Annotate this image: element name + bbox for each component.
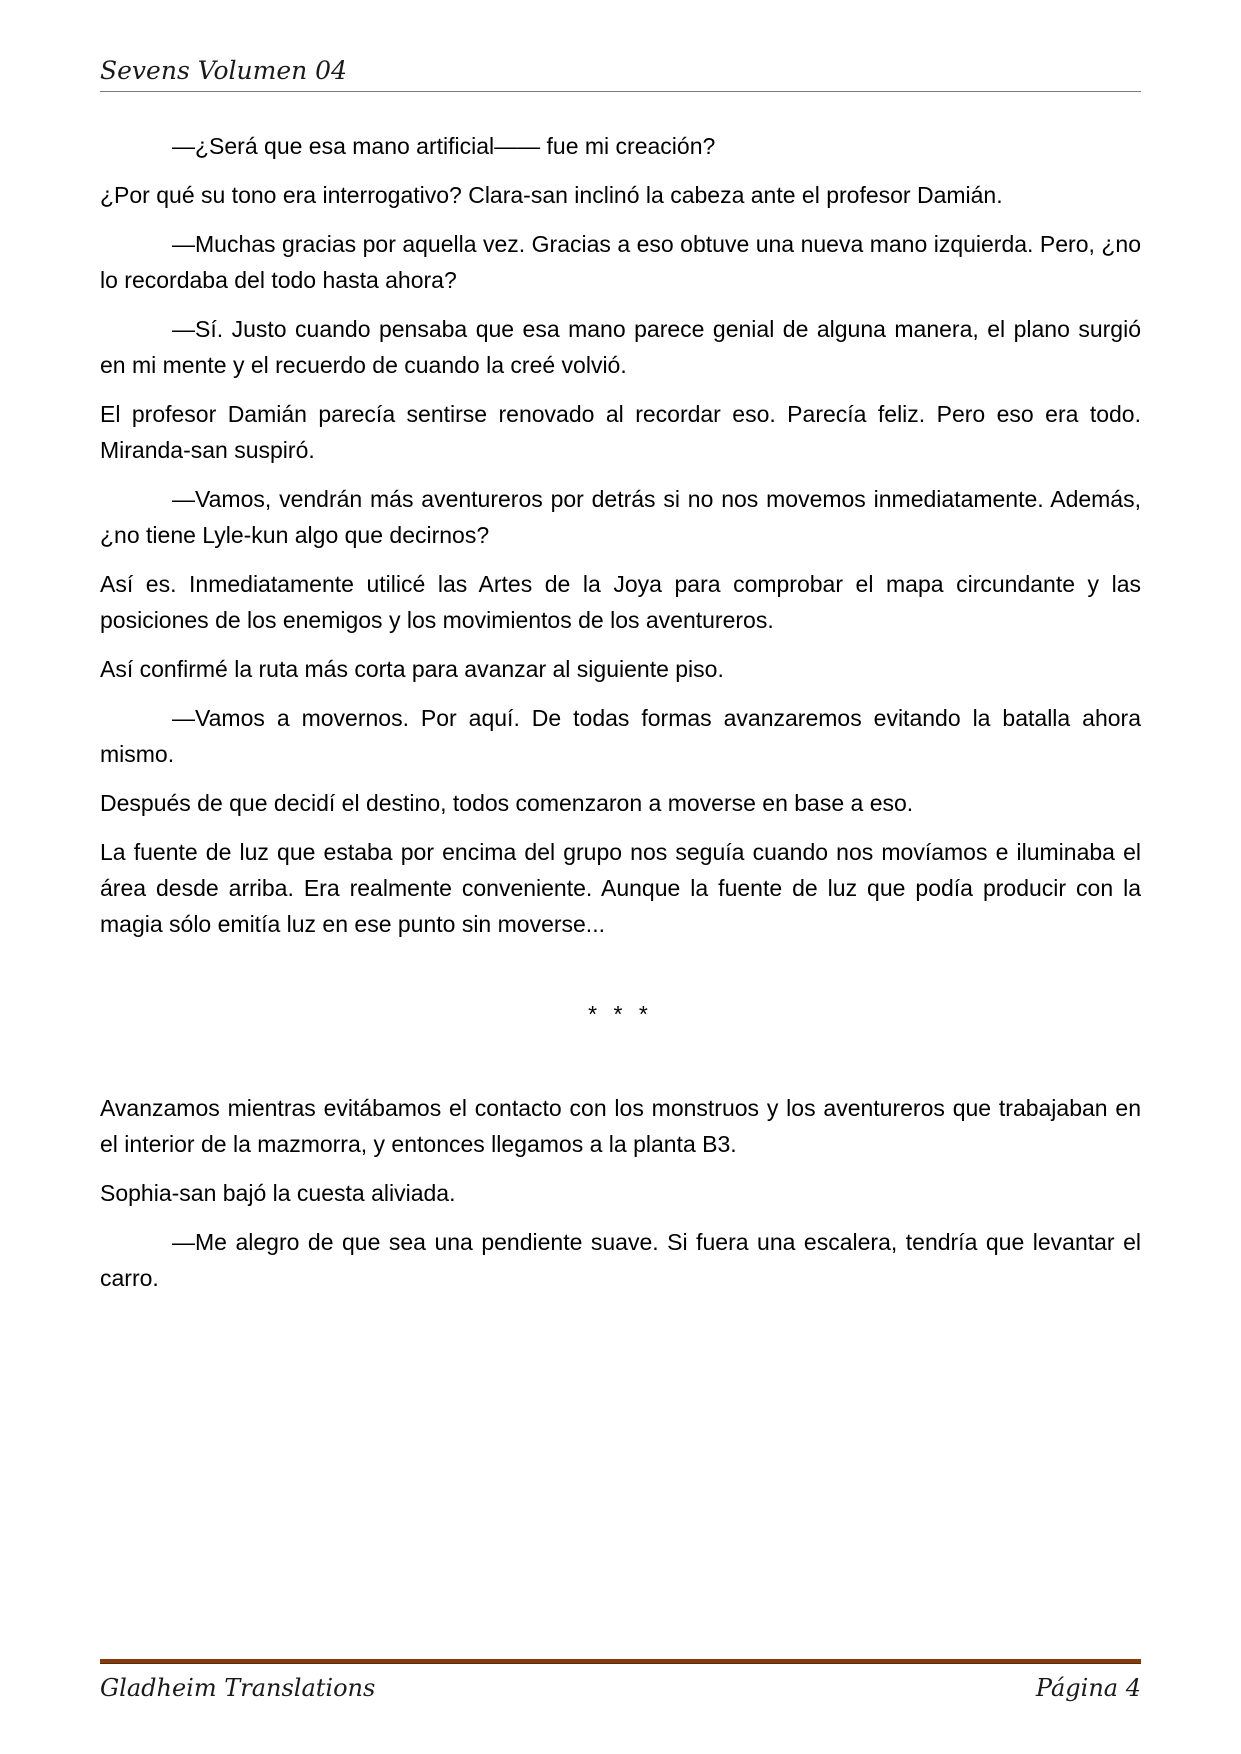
paragraph: Así confirmé la ruta más corta para avanzar al siguiente piso. bbox=[100, 656, 724, 682]
paragraph: ¿Por qué su tono era interrogativo? Clara-san inclinó la cabeza ante el profesor Damián. bbox=[100, 182, 1003, 208]
paragraph: —Muchas gracias por aquella vez. Gracias a eso obtuve una nueva mano izquierda. Pero, ¿no lo recordaba del todo hasta ahora? bbox=[100, 231, 1141, 293]
translator-credit: Gladheim Translations bbox=[100, 1674, 376, 1702]
document-header-title: Sevens Volumen 04 bbox=[100, 56, 1141, 92]
paragraph: —¿Será que esa mano artificial—— fue mi creación? bbox=[172, 133, 716, 159]
paragraph: Sophia-san bajó la cuesta aliviada. bbox=[100, 1180, 456, 1206]
paragraph: El profesor Damián parecía sentirse renovado al recordar eso. Parecía feliz. Pero eso era todo. Miranda-san suspiró. bbox=[100, 401, 1141, 463]
scene-separator: * * * bbox=[588, 1001, 653, 1027]
paragraph: Avanzamos mientras evitábamos el contacto con los monstruos y los aventureros que trabajaban en el interior de la mazmorra, y entonces llegamos a la planta B3. bbox=[100, 1095, 1141, 1157]
paragraph: —Sí. Justo cuando pensaba que esa mano parece genial de alguna manera, el plano surgió en mi mente y el recuerdo de cuando la creé volvió. bbox=[100, 316, 1141, 378]
document-body bbox=[100, 128, 1141, 1296]
paragraph: Después de que decidí el destino, todos comenzaron a moverse en base a eso. bbox=[100, 790, 914, 816]
footer-divider-rule bbox=[100, 1659, 1141, 1664]
paragraph: —Vamos a movernos. Por aquí. De todas formas avanzaremos evitando la batalla ahora mismo. bbox=[100, 705, 1141, 767]
paragraph: —Vamos, vendrán más aventureros por detrás si no nos movemos inmediatamente. Además, ¿no tiene Lyle-kun algo que decirnos? bbox=[100, 486, 1141, 548]
page-number: Página 4 bbox=[1035, 1674, 1141, 1702]
paragraph: Así es. Inmediatamente utilicé las Artes de la Joya para comprobar el mapa circundante y las posiciones de los enemigos y los movimientos de los aventureros. bbox=[100, 571, 1141, 633]
document-footer bbox=[100, 1659, 1141, 1702]
paragraph: —Me alegro de que sea una pendiente suave. Si fuera una escalera, tendría que levantar el carro. bbox=[100, 1229, 1141, 1291]
paragraph: La fuente de luz que estaba por encima del grupo nos seguía cuando nos movíamos e iluminaba el área desde arriba. Era realmente conveniente. Aunque la fuente de luz que podía producir con la magia sólo emitía luz en ese punto sin moverse... bbox=[100, 839, 1141, 937]
